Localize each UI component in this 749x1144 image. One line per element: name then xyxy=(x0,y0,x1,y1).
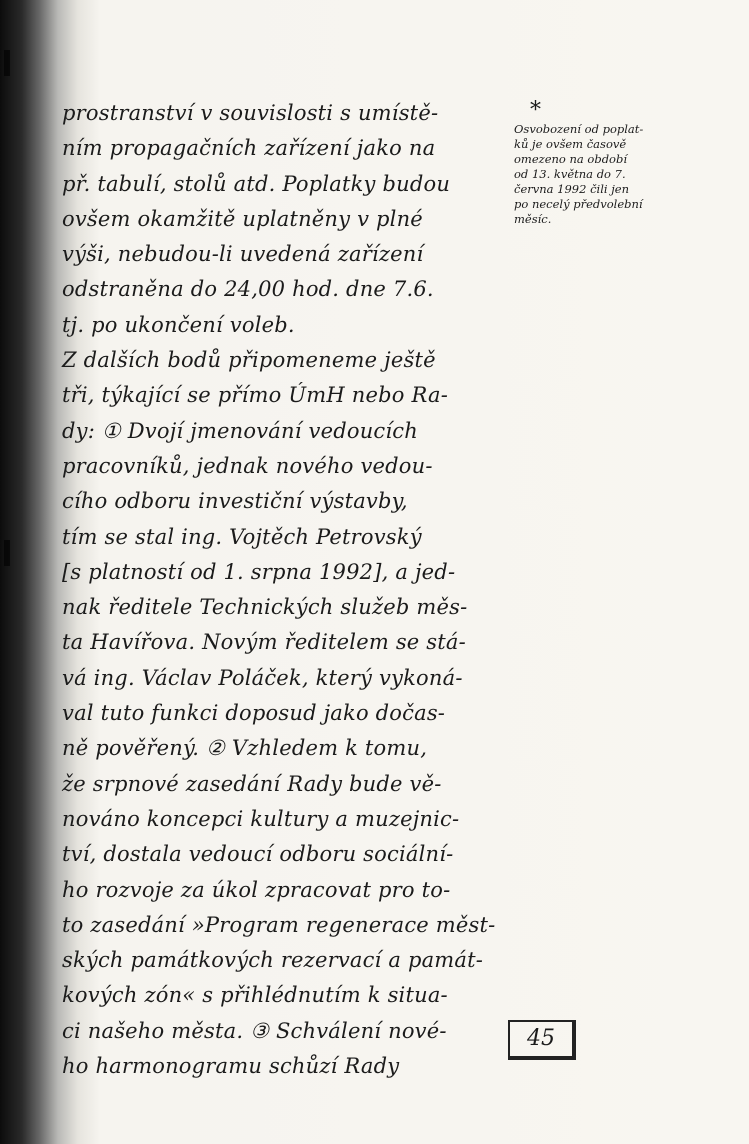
text-line: tři, týkající se přímo ÚmH nebo Ra- xyxy=(62,383,449,408)
text-line: odstraněna do 24,00 hod. dne 7.6. xyxy=(62,277,434,302)
text-line: pracovníků, jednak nového vedou- xyxy=(62,453,433,478)
text-line: ci našeho města. ③ Schválení nové- xyxy=(62,1018,447,1043)
text-line: ho rozvoje za úkol zpracovat pro to- xyxy=(62,877,451,902)
text-line: vá ing. Václav Poláček, který vykoná- xyxy=(62,665,463,690)
text-line: př. tabulí, stolů atd. Poplatky budou xyxy=(62,171,451,196)
text-line: že srpnové zasedání Rady bude vě- xyxy=(62,771,442,796)
text-line: ta Havířova. Novým ředitelem se stá- xyxy=(62,630,466,655)
text-line: ním propagačních zařízení jako na xyxy=(62,136,436,161)
footnote-line: měsíc. xyxy=(514,212,552,226)
text-line: Z dalších bodů připomeneme ještě xyxy=(62,348,436,373)
page-number: 45 xyxy=(508,1020,576,1060)
text-line: nak ředitele Technických služeb měs- xyxy=(62,595,468,620)
text-line: ně pověřený. ② Vzhledem k tomu, xyxy=(62,736,428,761)
text-line: dy: ① Dvojí jmenování vedoucích xyxy=(62,418,418,443)
text-line: ovšem okamžitě uplatněny v plné xyxy=(62,206,423,231)
footnote-line: Osvobození od poplat- xyxy=(514,122,644,136)
footnote-line: od 13. května do 7. xyxy=(514,167,626,181)
footnote-line: ků je ovšem časově xyxy=(514,137,627,151)
text-line: [s platností od 1. srpna 1992], a jed- xyxy=(62,559,456,584)
margin-footnote xyxy=(514,100,714,227)
main-text xyxy=(62,96,514,1084)
footnote-line: června 1992 čili jen xyxy=(514,182,629,196)
text-line: ských památkových rezervací a památ- xyxy=(62,948,484,973)
binding-mark xyxy=(4,50,10,76)
text-line: výši, nebudou-li uvedená zařízení xyxy=(62,242,424,267)
text-line: nováno koncepci kultury a muzejnic- xyxy=(62,806,460,831)
text-line: to zasedání »Program regenerace měst- xyxy=(62,912,496,937)
text-line: prostranství v souvislosti s umístě- xyxy=(62,101,439,125)
text-line: kových zón« s přihlédnutím k situa- xyxy=(62,983,448,1008)
text-line: cího odboru investiční výstavby, xyxy=(62,489,408,514)
text-line: tím se stal ing. Vojtěch Petrovský xyxy=(62,524,422,549)
binding-mark xyxy=(4,540,10,566)
footnote-line: po necelý předvolební xyxy=(514,197,643,211)
footnote-asterisk: * xyxy=(530,98,541,123)
text-line: val tuto funkci doposud jako dočas- xyxy=(62,701,446,726)
footnote-line: omezeno na období xyxy=(514,152,628,166)
text-line: tj. po ukončení voleb. xyxy=(62,312,295,337)
text-line: ho harmonogramu schůzí Rady xyxy=(62,1054,400,1079)
text-line: tví, dostala vedoucí odboru sociální- xyxy=(62,842,454,867)
